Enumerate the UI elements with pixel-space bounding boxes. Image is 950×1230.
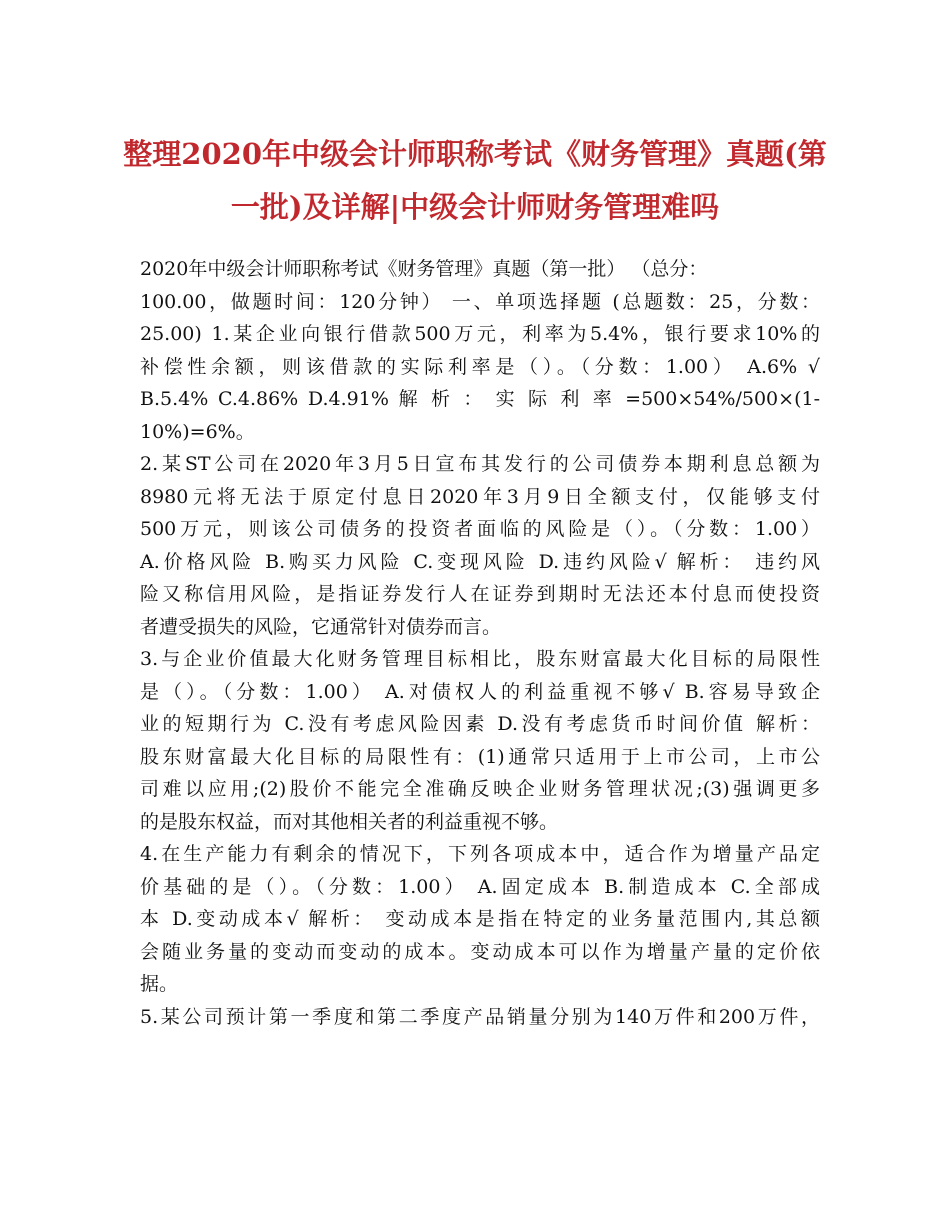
title-line: 整理2020年中级会计师职称考试《财务管理》真题(第 [123,137,827,171]
body-line: 股东财富最大化目标的局限性有：(1)通常只适用于上市公司，上市公 [140,745,820,768]
body-line: 4.在生产能力有剩余的情况下，下列各项成本中，适合作为增量产品定 [140,843,820,865]
document-body [140,253,820,1033]
body-line: 业的短期行为 C.没有考虑风险因素 D.没有考虑货币时间价值 解析： [140,713,820,735]
body-line: 500万元，则该公司债务的投资者面临的风险是（）。（分数：1.00） [140,518,820,540]
body-line: 5.某公司预计第一季度和第二季度产品销量分别为140万件和200万件， [140,1005,820,1028]
body-line: 者遭受损失的风险，它通常针对债券而言。 [140,615,502,638]
body-line: 会随业务量的变动而变动的成本。变动成本可以作为增量产量的定价依 [140,940,820,963]
body-line: 的是股东权益，而对其他相关者的利益重视不够。 [140,810,559,833]
body-line: A.价格风险 B.购买力风险 C.变现风险 D.违约风险√ 解析： 违约风 [140,550,820,573]
title-line: 一批)及详解|中级会计师财务管理难吗 [230,190,720,224]
body-line: B.5.4% C.4.86% D.4.91% 解 析 ： 实 际 利 率 =500×54%/500×(1- [140,388,820,410]
body-line: 25.00) 1.某企业向银行借款500万元，利率为5.4%，银行要求10%的 [140,323,820,345]
body-line: 价基础的是（）。（分数：1.00） A.固定成本 B.制造成本 C.全部成 [140,875,820,898]
body-line: 8980元将无法于原定付息日2020年3月9日全额支付，仅能够支付 [140,485,820,508]
body-line: 险又称信用风险，是指证券发行人在证券到期时无法还本付息而使投资 [140,583,820,605]
body-line: 本 D.变动成本√ 解析： 变动成本是指在特定的业务量范围内,其总额 [140,908,820,930]
body-line: 2020年中级会计师职称考试《财务管理》真题（第一批） （总分： [140,258,708,280]
body-line: 补偿性余额，则该借款的实际利率是（）。（分数：1.00） A.6% √ [140,355,820,378]
body-line: 3.与企业价值最大化财务管理目标相比，股东财富最大化目标的局限性 [140,648,820,670]
body-line: 100.00，做题时间：120分钟） 一、单项选择题 (总题数：25，分数： [140,290,820,313]
document-title [120,128,830,234]
body-line: 2.某ST公司在2020年3月5日宣布其发行的公司债券本期利息总额为 [140,453,820,475]
body-line: 是（）。（分数：1.00） A.对债权人的利益重视不够√ B.容易导致企 [140,680,820,703]
body-line: 司难以应用;(2)股价不能完全准确反映企业财务管理状况;(3)强调更多 [140,778,820,800]
body-line: 据。 [140,973,179,995]
body-line: 10%)=6%。 [140,420,255,443]
